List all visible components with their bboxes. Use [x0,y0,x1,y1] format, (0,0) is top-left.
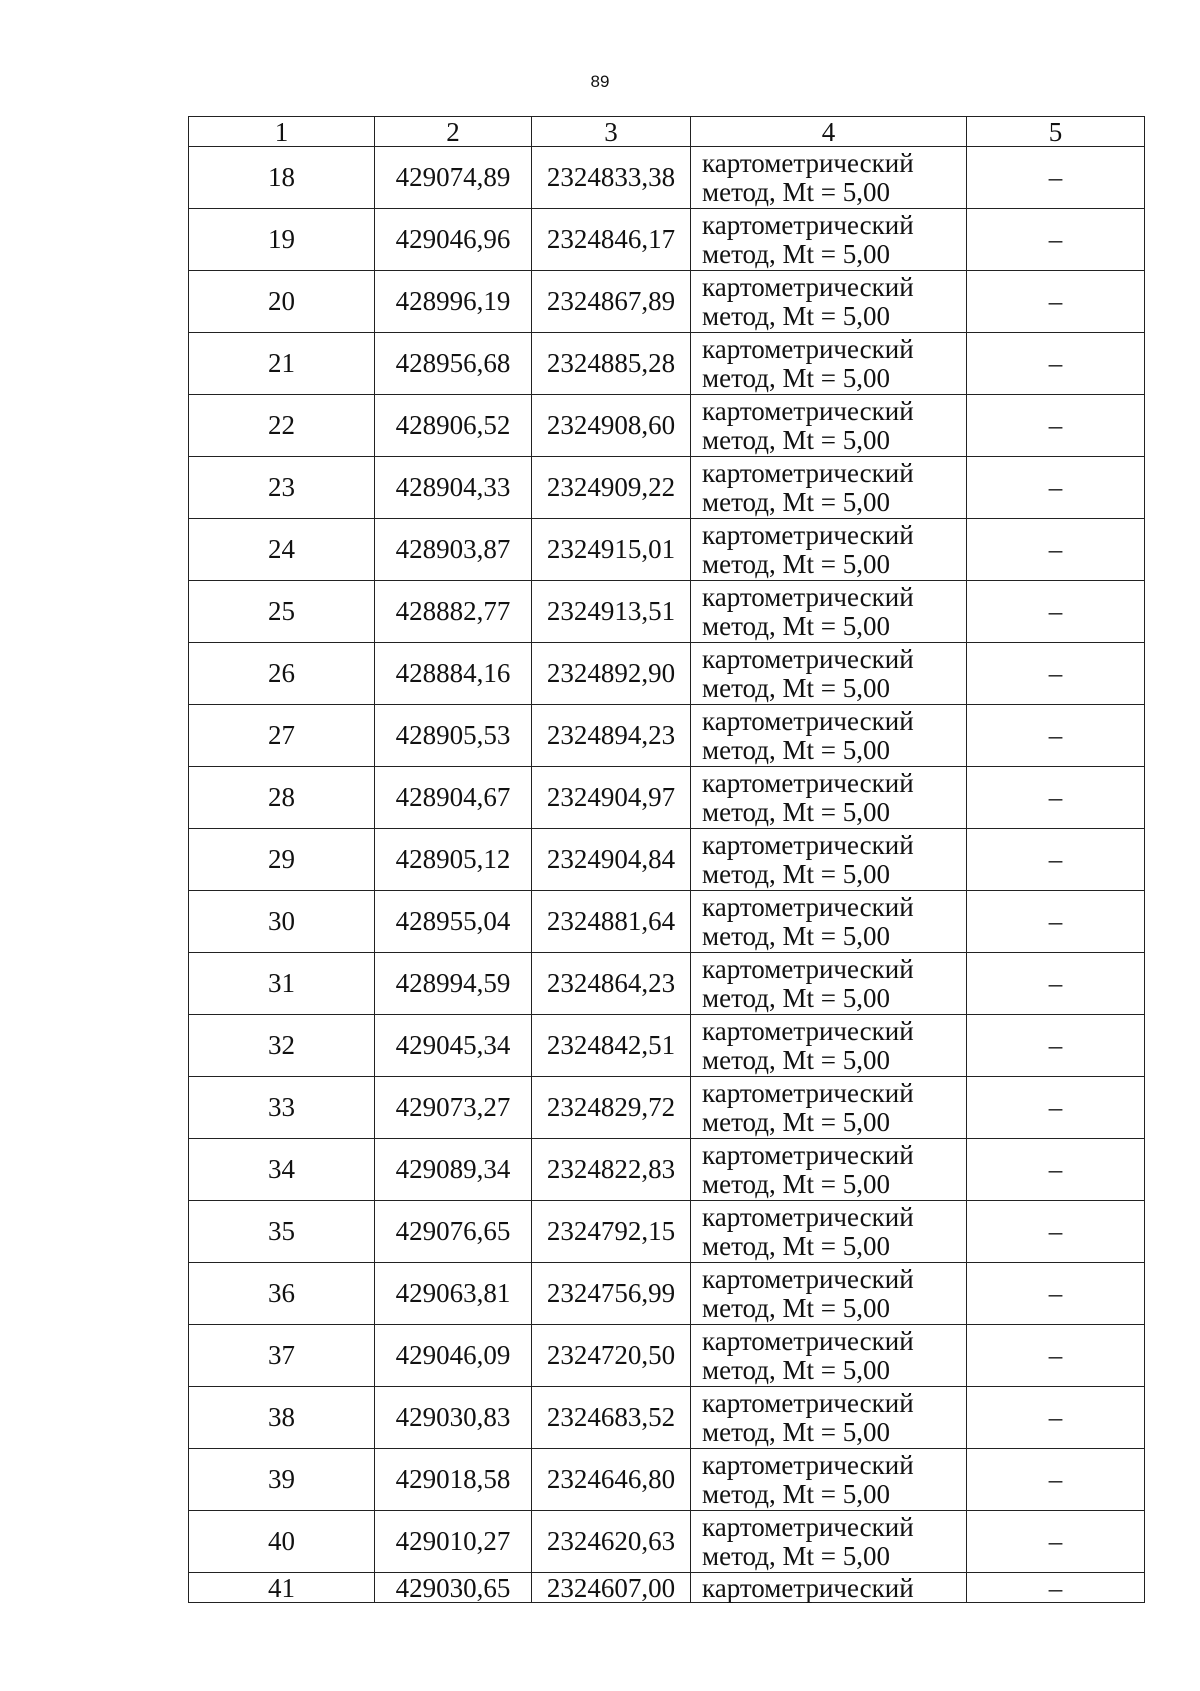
accuracy-text: метод, Mt = 5,00 [702,796,890,827]
point-number-cell: 30 [189,891,375,953]
y-coordinate-cell: 2324913,51 [532,581,691,643]
x-coordinate-cell: 428884,16 [375,643,532,705]
y-coordinate-cell: 2324756,99 [532,1263,691,1325]
x-coordinate-cell: 428882,77 [375,581,532,643]
note-cell: – [967,891,1145,953]
method-text: картометрический [702,643,914,674]
x-coordinate-cell: 429046,96 [375,209,532,271]
table-row [189,457,1145,519]
note-cell: – [967,1387,1145,1449]
method-text: картометрический [702,457,914,488]
note-cell: – [967,1449,1145,1511]
point-number-cell: 26 [189,643,375,705]
method-cell [691,1511,967,1573]
x-coordinate-cell: 428996,19 [375,271,532,333]
method-cell [691,1201,967,1263]
accuracy-text: метод, Mt = 5,00 [702,1106,890,1137]
table-row [189,891,1145,953]
method-text: картометрический [702,705,914,736]
method-cell [691,147,967,209]
point-number-cell: 35 [189,1201,375,1263]
method-text: картометрический [702,953,914,984]
point-number-cell: 38 [189,1387,375,1449]
point-number-cell: 23 [189,457,375,519]
x-coordinate-cell: 429030,65 [375,1573,532,1603]
accuracy-text: метод, Mt = 5,00 [702,300,890,331]
method-cell [691,953,967,1015]
point-number-cell: 40 [189,1511,375,1573]
table-row [189,1077,1145,1139]
accuracy-text: метод, Mt = 5,00 [702,1292,890,1323]
method-text: картометрический [702,1387,914,1418]
header-cell: 1 [189,117,375,147]
method-cell [691,1449,967,1511]
accuracy-text: метод, Mt = 5,00 [702,1540,890,1571]
point-number-cell: 21 [189,333,375,395]
x-coordinate-cell: 429010,27 [375,1511,532,1573]
point-number-cell: 37 [189,1325,375,1387]
table-row [189,395,1145,457]
method-text: картометрический [702,147,914,178]
x-coordinate-cell: 428956,68 [375,333,532,395]
note-cell: – [967,829,1145,891]
method-cell [691,1139,967,1201]
x-coordinate-cell: 429073,27 [375,1077,532,1139]
table-row [189,1449,1145,1511]
method-cell [691,395,967,457]
note-cell: – [967,1573,1145,1603]
method-text: картометрический [702,1077,914,1108]
point-number-cell: 34 [189,1139,375,1201]
point-number-cell: 24 [189,519,375,581]
accuracy-text: метод, Mt = 5,00 [702,424,890,455]
method-text: картометрический [702,829,914,860]
method-text: картометрический [702,581,914,612]
y-coordinate-cell: 2324915,01 [532,519,691,581]
x-coordinate-cell: 428994,59 [375,953,532,1015]
method-text: картометрический [702,1572,914,1603]
y-coordinate-cell: 2324892,90 [532,643,691,705]
x-coordinate-cell: 429074,89 [375,147,532,209]
accuracy-text: метод, Mt = 5,00 [702,1416,890,1447]
x-coordinate-cell: 428903,87 [375,519,532,581]
note-cell: – [967,147,1145,209]
table-row [189,829,1145,891]
note-cell: – [967,271,1145,333]
table-row [189,1263,1145,1325]
method-cell [691,271,967,333]
method-cell [691,1263,967,1325]
table-row [189,1325,1145,1387]
method-text: картометрический [702,1015,914,1046]
y-coordinate-cell: 2324908,60 [532,395,691,457]
note-cell: – [967,333,1145,395]
y-coordinate-cell: 2324881,64 [532,891,691,953]
note-cell: – [967,953,1145,1015]
x-coordinate-cell: 428904,33 [375,457,532,519]
note-cell: – [967,1201,1145,1263]
table-row [189,519,1145,581]
method-cell [691,891,967,953]
accuracy-text: метод, Mt = 5,00 [702,982,890,1013]
y-coordinate-cell: 2324894,23 [532,705,691,767]
accuracy-text: метод, Mt = 5,00 [702,920,890,951]
page-number: 89 [590,72,610,91]
table-row [189,1573,1145,1603]
table-row [189,767,1145,829]
x-coordinate-cell: 429045,34 [375,1015,532,1077]
table-row [189,1201,1145,1263]
note-cell: – [967,767,1145,829]
accuracy-text: метод, Mt = 5,00 [702,1230,890,1261]
point-number-cell: 41 [189,1573,375,1603]
method-cell [691,1387,967,1449]
accuracy-text: метод, Mt = 5,00 [702,610,890,641]
x-coordinate-cell: 429089,34 [375,1139,532,1201]
x-coordinate-cell: 429030,83 [375,1387,532,1449]
method-text: картометрический [702,1263,914,1294]
table-row [189,581,1145,643]
note-cell: – [967,705,1145,767]
y-coordinate-cell: 2324864,23 [532,953,691,1015]
method-cell [691,1325,967,1387]
accuracy-text: метод, Mt = 5,00 [702,486,890,517]
y-coordinate-cell: 2324885,28 [532,333,691,395]
note-cell: – [967,643,1145,705]
method-cell [691,1015,967,1077]
accuracy-text: метод, Mt = 5,00 [702,548,890,579]
method-text: картометрический [702,1325,914,1356]
accuracy-text: метод, Mt = 5,00 [702,362,890,393]
note-cell: – [967,1325,1145,1387]
method-text: картометрический [702,395,914,426]
method-text: картометрический [702,1201,914,1232]
x-coordinate-cell: 428906,52 [375,395,532,457]
y-coordinate-cell: 2324909,22 [532,457,691,519]
point-number-cell: 25 [189,581,375,643]
accuracy-text: метод, Mt = 5,00 [702,1044,890,1075]
method-text: картометрический [702,891,914,922]
point-number-cell: 29 [189,829,375,891]
header-row [189,117,1145,147]
x-coordinate-cell: 428904,67 [375,767,532,829]
method-cell [691,829,967,891]
point-number-cell: 36 [189,1263,375,1325]
accuracy-text: метод, Mt = 5,00 [702,1168,890,1199]
method-cell [691,705,967,767]
point-number-cell: 27 [189,705,375,767]
accuracy-text: метод, Mt = 5,00 [702,238,890,269]
table-row [189,209,1145,271]
accuracy-text: метод, Mt = 5,00 [702,1478,890,1509]
method-cell [691,209,967,271]
note-cell: – [967,1511,1145,1573]
y-coordinate-cell: 2324792,15 [532,1201,691,1263]
method-cell [691,333,967,395]
method-cell [691,643,967,705]
y-coordinate-cell: 2324867,89 [532,271,691,333]
note-cell: – [967,1077,1145,1139]
method-text: картометрический [702,767,914,798]
y-coordinate-cell: 2324904,97 [532,767,691,829]
point-number-cell: 31 [189,953,375,1015]
note-cell: – [967,209,1145,271]
table-row [189,1387,1145,1449]
point-number-cell: 22 [189,395,375,457]
method-cell [691,767,967,829]
note-cell: – [967,457,1145,519]
accuracy-text: метод, Mt = 5,00 [702,858,890,889]
note-cell: – [967,519,1145,581]
method-cell [691,519,967,581]
point-number-cell: 18 [189,147,375,209]
x-coordinate-cell: 429018,58 [375,1449,532,1511]
point-number-cell: 20 [189,271,375,333]
y-coordinate-cell: 2324607,00 [532,1573,691,1603]
point-number-cell: 32 [189,1015,375,1077]
table-row [189,147,1145,209]
method-text: картометрический [702,333,914,364]
note-cell: – [967,581,1145,643]
note-cell: – [967,1015,1145,1077]
accuracy-text: метод, Mt = 5,00 [702,672,890,703]
table-row [189,705,1145,767]
method-cell [691,1573,967,1603]
point-number-cell: 33 [189,1077,375,1139]
table-row [189,1511,1145,1573]
x-coordinate-cell: 429063,81 [375,1263,532,1325]
accuracy-text: метод, Mt = 5,00 [702,1354,890,1385]
y-coordinate-cell: 2324822,83 [532,1139,691,1201]
accuracy-text: метод, Mt = 5,00 [702,176,890,207]
method-cell [691,581,967,643]
method-cell [691,457,967,519]
table-row [189,271,1145,333]
method-text: картометрический [702,1139,914,1170]
note-cell: – [967,1139,1145,1201]
method-text: картометрический [702,1449,914,1480]
y-coordinate-cell: 2324620,63 [532,1511,691,1573]
method-text: картометрический [702,209,914,240]
y-coordinate-cell: 2324833,38 [532,147,691,209]
x-coordinate-cell: 428955,04 [375,891,532,953]
accuracy-text: метод, Mt = 5,00 [702,734,890,765]
y-coordinate-cell: 2324829,72 [532,1077,691,1139]
point-number-cell: 19 [189,209,375,271]
y-coordinate-cell: 2324646,80 [532,1449,691,1511]
method-cell [691,1077,967,1139]
method-text: картометрический [702,1511,914,1542]
header-cell: 5 [967,117,1145,147]
header-cell: 4 [691,117,967,147]
table-row [189,643,1145,705]
method-text: картометрический [702,271,914,302]
point-number-cell: 28 [189,767,375,829]
table-row [189,953,1145,1015]
method-text: картометрический [702,519,914,550]
note-cell: – [967,395,1145,457]
note-cell: – [967,1263,1145,1325]
point-number-cell: 39 [189,1449,375,1511]
y-coordinate-cell: 2324846,17 [532,209,691,271]
x-coordinate-cell: 429076,65 [375,1201,532,1263]
table-row [189,1015,1145,1077]
table-row [189,1139,1145,1201]
x-coordinate-cell: 428905,53 [375,705,532,767]
coordinates-table [188,116,1145,1603]
y-coordinate-cell: 2324720,50 [532,1325,691,1387]
header-cell: 3 [532,117,691,147]
header-cell: 2 [375,117,532,147]
x-coordinate-cell: 429046,09 [375,1325,532,1387]
x-coordinate-cell: 428905,12 [375,829,532,891]
table-row [189,333,1145,395]
y-coordinate-cell: 2324904,84 [532,829,691,891]
y-coordinate-cell: 2324842,51 [532,1015,691,1077]
y-coordinate-cell: 2324683,52 [532,1387,691,1449]
